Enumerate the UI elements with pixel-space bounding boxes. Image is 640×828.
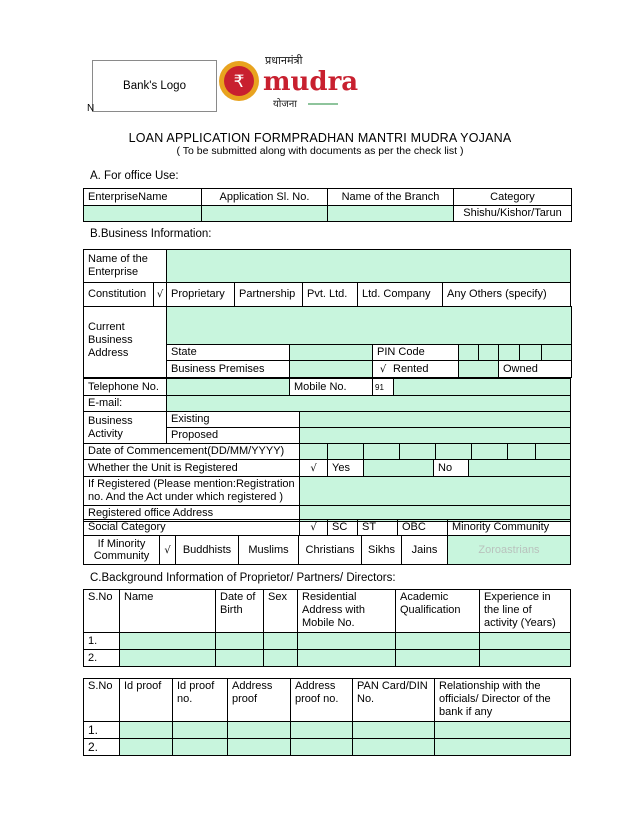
constitution-row [83,282,571,307]
mobile-label: Mobile No. [290,379,373,396]
t1-col-experience: Experience in the line of activity (Years) [480,590,571,633]
t1-r1-dob[interactable] [216,633,264,650]
opt-buddhists[interactable]: Buddhists [176,536,239,565]
opt-jains[interactable]: Jains [402,536,448,565]
t2-r1-pan[interactable] [353,722,435,739]
col-application-no: Application Sl. No. [202,189,328,206]
date-m1[interactable] [364,444,400,460]
if-registered-label: If Registered (Please mention:Registration no. And the Act under which registered ) [84,477,300,506]
rented-label[interactable]: Rented [393,362,429,375]
constitution-check[interactable]: √ [154,283,167,307]
t1-col-qualification: Academic Qualification [396,590,480,633]
mobile-input[interactable] [394,379,571,396]
social-category-row [83,519,571,536]
date-y4[interactable] [536,444,571,460]
commencement-row [83,443,571,460]
t2-col-pan: PAN Card/DIN No. [353,679,435,722]
opt-any-others[interactable]: Any Others (specify) [443,283,571,307]
business-activity-block [83,411,571,444]
brand-hindi-top: प्रधानमंत्री [265,54,303,67]
t1-r2-address[interactable] [298,650,396,667]
category-value: Shishu/Kishor/Tarun [454,206,572,222]
registered-row [83,459,571,477]
opt-proprietary[interactable]: Proprietary [167,283,235,307]
t2-r2-address-proof-no[interactable] [291,739,353,756]
t1-col-name: Name [120,590,216,633]
minority-row [83,535,571,565]
opt-christians[interactable]: Christians [299,536,362,565]
t2-col-sno: S.No [84,679,120,722]
telephone-label: Telephone No. [84,379,167,396]
pin-digit-1[interactable] [459,345,479,361]
opt-obc[interactable]: OBC [398,520,448,536]
opt-muslims[interactable]: Muslims [239,536,299,565]
owned-label[interactable]: Owned [499,361,572,378]
t2-r1-relationship[interactable] [435,722,571,739]
mudra-logo [213,50,359,112]
section-c-heading: C.Background Information of Proprietor/ Partners/ Directors: [90,572,396,584]
form-subtitle: ( To be submitted along with documents as per the check list ) [176,145,464,157]
phone-row [83,378,571,396]
enterprise-name-label: Name of the Enterprise [84,250,167,283]
brand-hindi-bottom: योजना [273,99,297,110]
t1-r1-experience[interactable] [480,633,571,650]
row-number: 2. [84,739,120,756]
no-label[interactable]: No [434,460,469,477]
t2-col-address-proof-no: Address proof no. [291,679,353,722]
opt-sikhs[interactable]: Sikhs [362,536,402,565]
t1-col-sno: S.No [84,590,120,633]
enterprise-name-input[interactable] [167,250,571,283]
yes-label[interactable]: Yes [328,460,364,477]
premises-check[interactable]: √ [379,363,387,375]
pin-digit-4[interactable] [520,345,542,361]
t2-r1-id-proof[interactable] [120,722,173,739]
application-no-field[interactable] [202,206,328,222]
no-label: N [87,103,95,114]
constitution-label: Constitution [84,283,154,307]
registration-details [83,476,571,522]
email-input[interactable] [167,396,571,412]
section-a-heading: A. For office Use: [90,170,179,182]
social-category-label: Social Category [84,520,300,536]
t2-r2-address-proof[interactable] [228,739,291,756]
t1-col-sex: Sex [264,590,298,633]
current-address-label: Current Business Address [84,307,167,378]
t1-r2-qualification[interactable] [396,650,480,667]
registration-input[interactable] [300,477,571,506]
minority-check[interactable]: √ [160,536,176,565]
t1-r2-dob[interactable] [216,650,264,667]
row-number: 1. [84,722,120,739]
mobile-prefix: 91 [373,379,394,396]
col-category: Category [454,189,572,206]
premises-options [373,361,459,378]
opt-zoroastrians[interactable]: Zoroastrians [448,536,571,565]
brand-word: mudra [263,67,359,97]
enterprise-name-row [83,249,571,283]
pin-digit-2[interactable] [479,345,499,361]
t1-r1-name[interactable] [120,633,216,650]
t1-r2-name[interactable] [120,650,216,667]
bank-logo-placeholder [92,60,217,112]
date-y2[interactable] [472,444,508,460]
form-title: LOAN APPLICATION FORMPRADHAN MANTRI MUDRA YOJANA [128,131,512,145]
table-row [84,722,571,739]
table-row [84,650,571,667]
state-input[interactable] [290,345,373,361]
branch-name-field[interactable] [328,206,454,222]
t1-r1-address[interactable] [298,633,396,650]
section-b-heading: B.Business Information: [90,228,212,240]
social-check[interactable]: √ [300,520,328,536]
bank-logo-label: Bank's Logo [123,80,186,92]
if-minority-label: If Minority Community [84,536,160,565]
col-branch-name: Name of the Branch [328,189,454,206]
t1-col-dob: Date of Birth [216,590,264,633]
email-label: E-mail: [84,396,167,412]
opt-st[interactable]: ST [358,520,398,536]
no-box[interactable] [469,460,571,477]
col-enterprise-name: EnterpriseName [84,189,202,206]
telephone-input[interactable] [167,379,290,396]
t2-r1-id-proof-no[interactable] [173,722,228,739]
date-m2[interactable] [400,444,436,460]
t2-r2-id-proof-no[interactable] [173,739,228,756]
table-row [84,633,571,650]
email-row [83,395,571,412]
existing-input[interactable] [300,412,571,428]
rupee-icon: ₹ [233,72,245,92]
row-number: 2. [84,650,120,667]
rented-box[interactable] [459,361,499,378]
proposed-input[interactable] [300,428,571,444]
opt-pvt-ltd[interactable]: Pvt. Ltd. [303,283,358,307]
opt-partnership[interactable]: Partnership [235,283,303,307]
t2-r2-pan[interactable] [353,739,435,756]
registered-check[interactable]: √ [300,460,328,477]
address-input[interactable] [167,307,572,345]
t1-col-address: Residential Address with Mobile No. [298,590,396,633]
opt-sc[interactable]: SC [328,520,358,536]
date-y1[interactable] [436,444,472,460]
date-d2[interactable] [328,444,364,460]
commencement-label: Date of Commencement(DD/MM/YYYY) [84,444,300,460]
existing-label: Existing [167,412,300,428]
table-row [84,739,571,756]
yes-box[interactable] [364,460,434,477]
t2-col-id-proof-no: Id proof no. [173,679,228,722]
date-d1[interactable] [300,444,328,460]
opt-ltd-company[interactable]: Ltd. Company [358,283,443,307]
unit-registered-label: Whether the Unit is Registered [84,460,300,477]
t2-r1-address-proof-no[interactable] [291,722,353,739]
t2-col-relationship: Relationship with the officials/ Director of the bank if any [435,679,571,722]
premises-fill[interactable] [290,361,373,378]
pin-code-label: PIN Code [373,345,459,361]
t2-r2-relationship[interactable] [435,739,571,756]
row-number: 1. [84,633,120,650]
date-y3[interactable] [508,444,536,460]
t1-r2-experience[interactable] [480,650,571,667]
business-activity-label: Business Activity [84,412,167,444]
background-table-1 [83,589,571,667]
business-premises-label: Business Premises [167,361,290,378]
t2-col-address-proof: Address proof [228,679,291,722]
registered-office-label: Registered office Address [84,506,300,522]
address-block [83,306,572,378]
t1-r1-sex[interactable] [264,633,298,650]
opt-minority[interactable]: Minority Community [448,520,571,536]
t1-r1-qualification[interactable] [396,633,480,650]
pin-digit-3[interactable] [499,345,520,361]
t2-r1-address-proof[interactable] [228,722,291,739]
t2-r2-id-proof[interactable] [120,739,173,756]
t1-r2-sex[interactable] [264,650,298,667]
office-use-table [83,188,572,222]
proposed-label: Proposed [167,428,300,444]
t2-col-id-proof: Id proof [120,679,173,722]
pin-digit-5[interactable] [542,345,572,361]
enterprise-name-field[interactable] [84,206,202,222]
state-label: State [167,345,290,361]
background-table-2 [83,678,571,756]
